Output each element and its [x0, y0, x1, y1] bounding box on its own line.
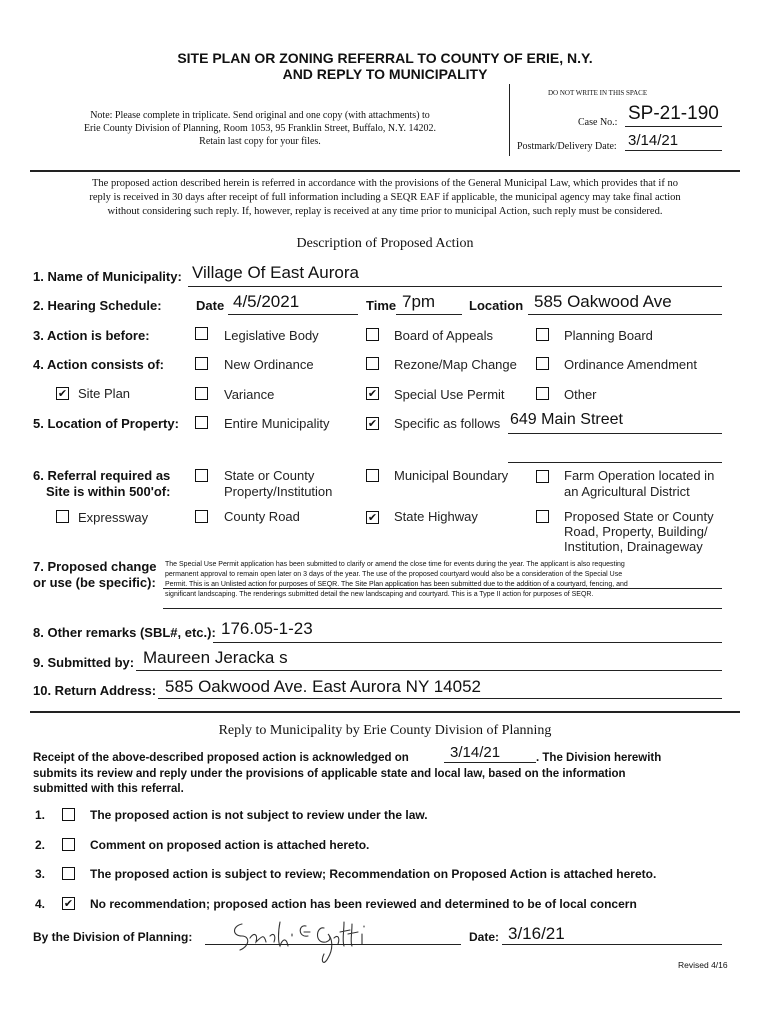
reply-date-value[interactable]: 3/16/21 — [508, 924, 565, 943]
farm-operation-label-1: Farm Operation located in — [564, 468, 715, 483]
specific-location-label: Specific as follows — [394, 416, 501, 431]
reply-item-4-checkbox[interactable]: ✔ — [63, 897, 74, 910]
case-no-line — [625, 126, 722, 127]
specific-location-checkbox[interactable]: ✔ — [367, 417, 378, 430]
submitted-by-line — [136, 670, 722, 671]
referral-label-1: 6. Referral required as — [33, 468, 171, 483]
farm-operation-checkbox[interactable] — [536, 470, 549, 483]
hearing-location-line — [528, 314, 722, 315]
receipt-line-2: submits its review and reply under the provisions of applicable state and local law, based on the information — [33, 768, 626, 780]
intro-line-1: The proposed action described herein is referred in accordance with the provisions of the General Municipal Law, which provides that if no — [92, 178, 678, 189]
ordinance-amendment-checkbox[interactable] — [536, 357, 549, 370]
remarks-value[interactable]: 176.05-1-23 — [221, 619, 313, 638]
hearing-location-label: Location — [469, 298, 524, 313]
site-plan-label: Site Plan — [78, 386, 131, 401]
reply-item-num: 2. — [35, 838, 46, 852]
return-address-line — [158, 698, 722, 699]
proposed-state-county-label-2: Road, Property, Building/ — [564, 524, 708, 539]
proposed-change-text-4[interactable]: significant landscaping. The renderings submitted detail the new landscaping and courtyard. This is a Type II action for purposes of SEQR. — [165, 591, 594, 598]
state-county-property-checkbox[interactable] — [195, 469, 208, 482]
municipal-boundary-label: Municipal Boundary — [394, 468, 509, 483]
county-road-label: County Road — [224, 509, 300, 524]
proposed-state-county-label-3: Institution, Drainageway — [564, 539, 703, 554]
return-address-value[interactable]: 585 Oakwood Ave. East Aurora NY 14052 — [165, 677, 481, 696]
specific-location-line-2 — [508, 462, 722, 463]
action-consists-label: 4. Action consists of: — [33, 357, 164, 372]
expressway-checkbox[interactable] — [56, 510, 69, 523]
proposed-change-line-2 — [163, 608, 722, 609]
state-highway-label: State Highway — [394, 509, 478, 524]
special-use-permit-checkbox[interactable]: ✔ — [367, 387, 378, 400]
note-line-3: Retain last copy for your files. — [199, 136, 321, 147]
hearing-time-label: Time — [366, 298, 397, 313]
note-line-1: Note: Please complete in triplicate. Send original and one copy (with attachments) to — [90, 110, 430, 121]
specific-location-value[interactable]: 649 Main Street — [510, 411, 623, 428]
farm-operation-label-2: an Agricultural District — [564, 484, 690, 499]
reply-item-3-text: The proposed action is subject to review; Recommendation on Proposed Action is attached hereto. — [90, 867, 657, 881]
municipality-label: 1. Name of Municipality: — [33, 269, 182, 284]
intro-line-2: reply is received in 30 days after receipt of full information including a SEQR EAF if applicable, the municipal agency may take final action — [89, 192, 681, 203]
specific-location-line-1 — [508, 433, 722, 434]
submitted-by-value[interactable]: Maureen Jeracka s — [143, 648, 288, 667]
receipt-text-a: Receipt of the above-described proposed action is acknowledged on — [33, 752, 409, 764]
expressway-label: Expressway — [78, 510, 149, 525]
reply-item-2-text: Comment on proposed action is attached hereto. — [90, 838, 370, 852]
county-road-checkbox[interactable] — [195, 510, 208, 523]
hearing-time-value[interactable]: 7pm — [402, 292, 436, 311]
ordinance-amendment-label: Ordinance Amendment — [564, 357, 697, 372]
municipal-boundary-checkbox[interactable] — [366, 469, 379, 482]
reply-date-line — [502, 944, 722, 945]
board-of-appeals-checkbox[interactable] — [366, 328, 379, 341]
division-signature-label: By the Division of Planning: — [33, 930, 193, 944]
proposed-change-text-1[interactable]: The Special Use Permit application has been submitted to clarify or amend the close time for events during the year. The applicant is also requesting — [165, 561, 625, 568]
reply-item-4-text: No recommendation; proposed action has been reviewed and determined to be of local concern — [90, 897, 637, 911]
action-before-label: 3. Action is before: — [33, 328, 150, 343]
variance-label: Variance — [224, 387, 275, 402]
proposed-state-county-label-1: Proposed State or County — [564, 509, 714, 524]
proposed-change-label-2: or use (be specific): — [33, 575, 156, 590]
header-divider — [509, 84, 510, 156]
header-rule — [30, 170, 740, 172]
reply-item-1-checkbox[interactable] — [62, 808, 75, 821]
receipt-text-b: . The Division herewith — [536, 752, 662, 764]
reply-item-num: 4. — [35, 897, 46, 911]
submitted-by-label: 9. Submitted by: — [33, 655, 135, 670]
case-no-label: Case No.: — [578, 117, 618, 128]
location-property-label: 5. Location of Property: — [33, 416, 179, 431]
intro-line-3: without considering such reply. If, however, replay is received at any time prior to municipal Action, such reply must be considered. — [107, 206, 663, 217]
section-title-description: Description of Proposed Action — [296, 236, 474, 251]
new-ordinance-checkbox[interactable] — [195, 357, 208, 370]
proposed-change-label-1: 7. Proposed change — [33, 559, 157, 574]
receipt-line-3: submitted with this referral. — [33, 783, 184, 795]
proposed-change-line-1 — [163, 588, 722, 589]
site-plan-checkbox[interactable]: ✔ — [57, 387, 68, 400]
referral-label-2: Site is within 500'of: — [46, 484, 171, 499]
entire-municipality-label: Entire Municipality — [224, 416, 330, 431]
reply-date-label: Date: — [469, 930, 500, 944]
entire-municipality-checkbox[interactable] — [195, 416, 208, 429]
special-use-permit-label: Special Use Permit — [394, 387, 505, 402]
reply-item-2-checkbox[interactable] — [62, 838, 75, 851]
legislative-body-checkbox[interactable] — [195, 327, 208, 340]
reply-title: Reply to Municipality by Erie County Division of Planning — [218, 723, 552, 738]
variance-checkbox[interactable] — [195, 387, 208, 400]
reply-rule — [30, 711, 740, 713]
reply-item-num: 1. — [35, 808, 46, 822]
other-label: Other — [564, 387, 597, 402]
proposed-change-text-2[interactable]: permanent approval to remain open later on 3 days of the year. The use of the proposed courtyard would also be a consideration of the Special Use — [165, 571, 623, 578]
state-county-label-1: State or County — [224, 468, 315, 483]
state-county-label-2: Property/Institution — [224, 484, 333, 499]
hearing-date-value[interactable]: 4/5/2021 — [233, 292, 300, 311]
receipt-date-line — [444, 762, 536, 763]
return-address-label: 10. Return Address: — [33, 683, 157, 698]
proposed-state-county-checkbox[interactable] — [536, 510, 549, 523]
hearing-label: 2. Hearing Schedule: — [33, 298, 162, 313]
postmark-line — [625, 150, 722, 151]
signature-image — [228, 912, 378, 972]
proposed-change-text-3[interactable]: Permit. This is an Unlisted action for purposes of SEQR. The Site Plan application has been submitted due to the addition of a courtyard, fencing, and — [165, 581, 628, 588]
signature-line — [205, 944, 461, 945]
new-ordinance-label: New Ordinance — [224, 357, 314, 372]
remarks-line — [213, 642, 722, 643]
reply-item-num: 3. — [35, 867, 46, 881]
rezone-label: Rezone/Map Change — [394, 357, 517, 372]
do-not-write-label: DO NOT WRITE IN THIS SPACE — [548, 89, 648, 97]
form-subtitle: AND REPLY TO MUNICIPALITY — [282, 66, 488, 82]
case-no-value[interactable]: SP-21-190 — [628, 103, 719, 124]
postmark-label: Postmark/Delivery Date: — [517, 141, 617, 152]
revision-label: Revised 4/16 — [678, 960, 728, 970]
rezone-checkbox[interactable] — [366, 357, 379, 370]
receipt-date-value[interactable]: 3/14/21 — [450, 744, 501, 761]
note-line-2: Erie County Division of Planning, Room 1053, 95 Franklin Street, Buffalo, N.Y. 14202. — [83, 123, 437, 134]
planning-board-label: Planning Board — [564, 328, 653, 343]
hearing-date-label: Date — [196, 298, 225, 313]
hearing-time-line — [396, 314, 462, 315]
planning-board-checkbox[interactable] — [536, 328, 549, 341]
reply-item-3-checkbox[interactable] — [62, 867, 75, 880]
remarks-label: 8. Other remarks (SBL#, etc.): — [33, 625, 216, 640]
hearing-location-value[interactable]: 585 Oakwood Ave — [534, 292, 672, 311]
municipality-value[interactable]: Village Of East Aurora — [192, 263, 359, 282]
state-highway-checkbox[interactable]: ✔ — [367, 511, 378, 524]
other-checkbox[interactable] — [536, 387, 549, 400]
hearing-date-line — [228, 314, 358, 315]
form-title: SITE PLAN OR ZONING REFERRAL TO COUNTY OF ERIE, N.Y. — [177, 50, 593, 66]
legislative-body-label: Legislative Body — [224, 328, 319, 343]
municipality-line — [188, 286, 722, 287]
postmark-value[interactable]: 3/14/21 — [628, 132, 679, 149]
reply-item-1-text: The proposed action is not subject to review under the law. — [90, 808, 428, 822]
board-of-appeals-label: Board of Appeals — [394, 328, 494, 343]
